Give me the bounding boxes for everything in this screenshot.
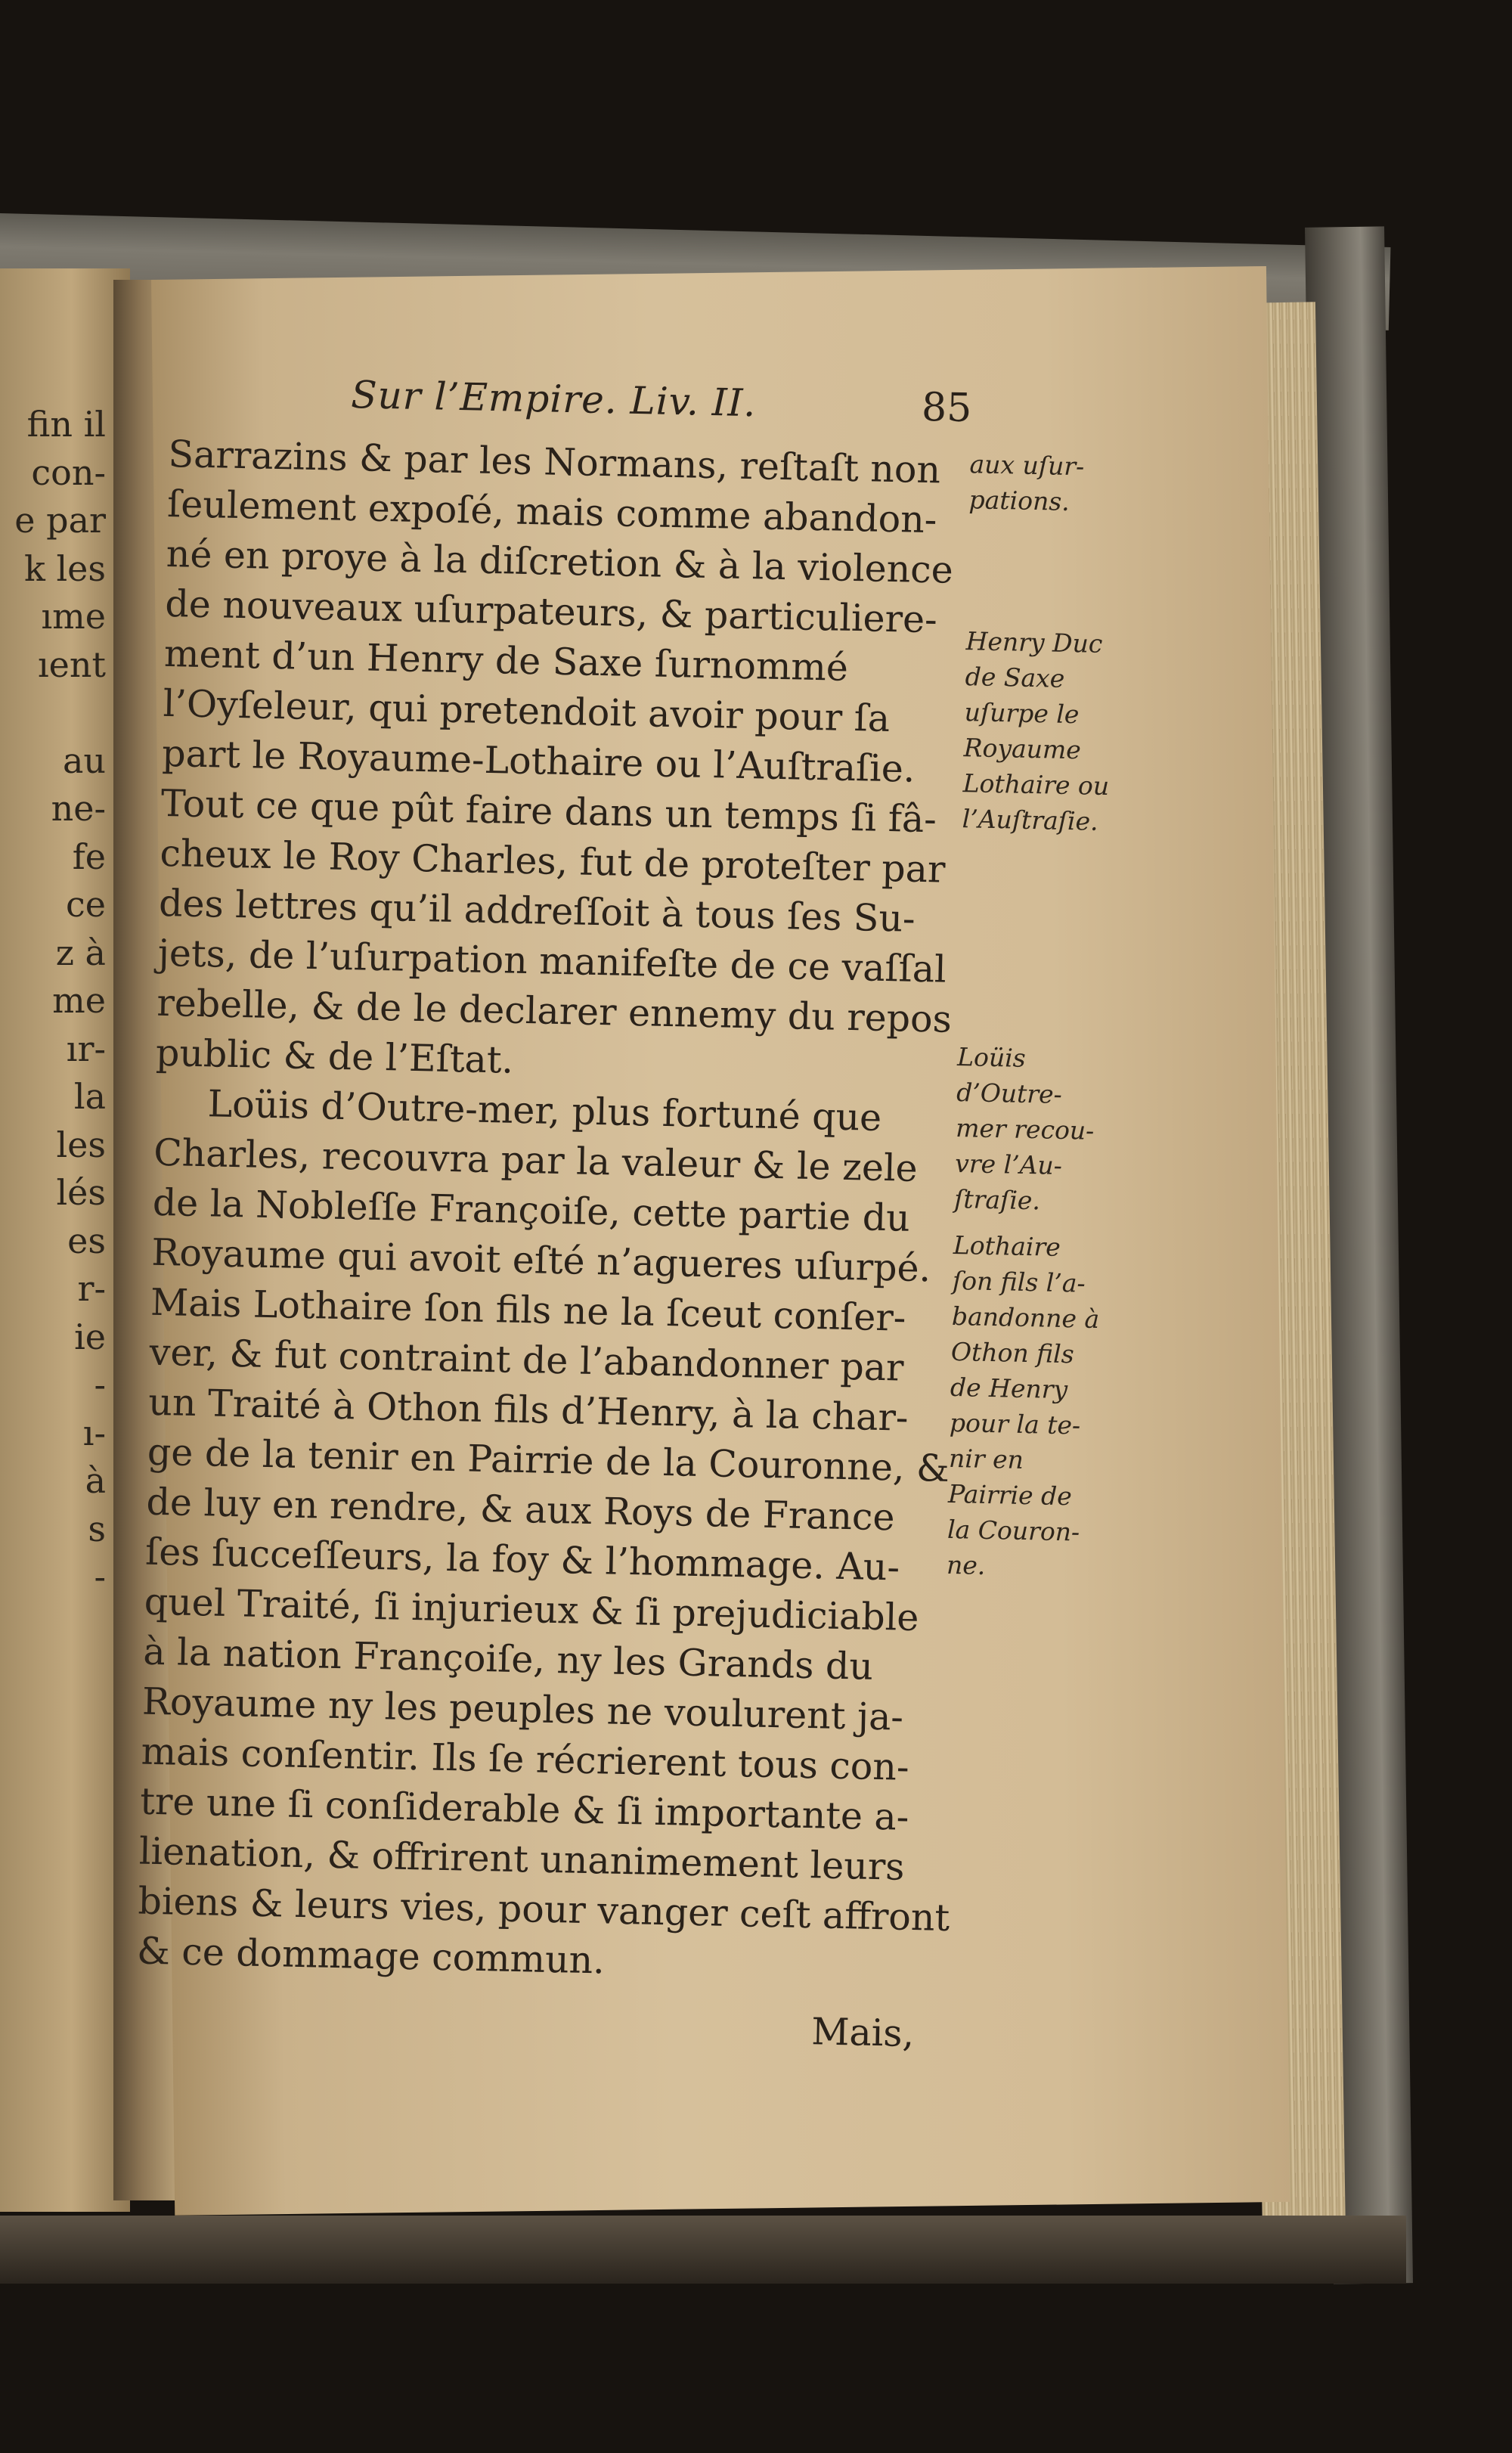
marginal-note xyxy=(947,1227,1151,1586)
text-line: de nouveaux uſurpateurs, & particuliere- xyxy=(164,581,938,642)
left-line: k les xyxy=(23,547,106,589)
left-line: - xyxy=(94,1364,106,1405)
left-line: me xyxy=(52,980,106,1021)
marginal-note xyxy=(954,1039,1154,1220)
text-line: des lettres qu’il addreſſoit à tous ſes Su- xyxy=(158,881,916,941)
catchword: Mais, xyxy=(810,2010,915,2056)
text-line: public & de l’Eſtat. xyxy=(155,1031,514,1082)
left-line: les xyxy=(56,1124,106,1165)
marginal-note-line: ſtraſie. xyxy=(953,1183,1041,1216)
marginal-note-line: pour la te- xyxy=(949,1407,1081,1440)
marginal-note-line: Othon fils xyxy=(950,1336,1075,1369)
marginal-note-line: pations. xyxy=(968,485,1070,516)
text-line: Mais Lothaire ſon fils ne la ſceut conſer- xyxy=(150,1280,906,1340)
text-line: mais conſentir. Ils ſe récrierent tous con- xyxy=(141,1729,910,1789)
left-line: ıme xyxy=(41,596,106,637)
text-line: jets, de l’uſurpation manifeſte de ce vaſſal xyxy=(157,931,947,991)
marginal-note-line: de Henry xyxy=(950,1372,1068,1405)
left-line: ce xyxy=(66,884,106,925)
marginal-notes xyxy=(946,446,1167,1597)
text-line: Loüis d’Outre-mer, plus fortuné que xyxy=(207,1082,882,1140)
left-line: con- xyxy=(31,451,106,493)
left-line: ır- xyxy=(66,1028,106,1069)
main-text-column xyxy=(135,430,954,2059)
marginal-note-line: la Couron- xyxy=(947,1514,1080,1547)
text-line: Sarrazins & par les Normans, reſtaſt non xyxy=(168,432,941,492)
left-line: ne- xyxy=(51,788,106,829)
marginal-note-line: Lothaire ou xyxy=(962,768,1110,802)
marginal-note-line: de Saxe xyxy=(965,662,1065,693)
marginal-note-line: bandonne à xyxy=(951,1301,1100,1335)
marginal-note-line: Loüis xyxy=(956,1042,1027,1073)
left-line: fe xyxy=(72,836,106,877)
left-line: s xyxy=(88,1508,106,1549)
text-line: ver, & fut contraint de l’abandonner par xyxy=(149,1330,905,1390)
marginal-note-line: nir en xyxy=(948,1443,1024,1475)
marginal-note xyxy=(968,446,1167,521)
marginal-note xyxy=(962,623,1163,840)
text-line: l’Oyſeleur, qui pretendoit avoir pour ſa xyxy=(163,681,891,741)
text-line: biens & leurs vies, pour vanger ceſt affront xyxy=(137,1879,950,1940)
text-line: ge de la tenir en Pairrie de la Couronne, & xyxy=(147,1430,950,1490)
text-line: Royaume ny les peuples ne voulurent ja- xyxy=(141,1679,904,1739)
left-line: ı- xyxy=(82,1412,106,1453)
marginal-note-line: Pairrie de xyxy=(947,1478,1073,1512)
left-line: r- xyxy=(77,1268,106,1309)
marginal-note-line: vre l’Au- xyxy=(954,1148,1063,1180)
right-page-text xyxy=(135,369,1334,2067)
page-number: 85 xyxy=(921,384,972,432)
left-page-text xyxy=(0,401,106,1602)
text-line: rebelle, & de le declarer ennemy du repos xyxy=(156,981,953,1041)
text-line: ſes ſucceſſeurs, la foy & l’hommage. Au- xyxy=(144,1530,900,1589)
marginal-note-line: Lothaire xyxy=(953,1230,1061,1262)
text-line: ment d’un Henry de Saxe ſurnommé xyxy=(163,631,849,690)
text-line: Royaume qui avoit eſté n’agueres uſurpé. xyxy=(150,1230,931,1291)
book-bottom-edge xyxy=(0,2216,1406,2284)
text-line: Charles, recouvra par la valeur & le zele xyxy=(153,1130,919,1190)
left-line xyxy=(0,689,106,737)
text-line: quel Traité, ſi injurieux & ſi prejudiciable xyxy=(144,1580,919,1640)
text-line: part le Royaume-Lothaire ou l’Auſtraſie. xyxy=(161,731,916,791)
marginal-note-line: ſon fils l’a- xyxy=(952,1265,1086,1298)
marginal-note-line: Henry Duc xyxy=(965,626,1103,659)
left-line: fin il xyxy=(26,404,106,445)
text-line: Tout ce que pût faire dans un temps ſi fâ- xyxy=(160,781,937,842)
text-line: né en proye à la diſcretion & à la violence xyxy=(166,532,954,592)
left-line: la xyxy=(73,1076,106,1117)
marginal-note-line: aux uſur- xyxy=(969,449,1085,482)
text-line: cheux le Roy Charles, fut de proteſter par xyxy=(159,831,946,892)
text-line: de luy en rendre, & aux Roys de France xyxy=(146,1480,896,1540)
text-line: lienation, & offrirent unanimement leurs xyxy=(138,1829,905,1889)
text-line: ſeulement expoſé, mais comme abandon- xyxy=(166,482,937,542)
text-line: tre une ſi conſiderable & ſi importante a- xyxy=(139,1779,909,1839)
left-line: z à xyxy=(55,932,106,973)
left-line: - xyxy=(94,1556,106,1597)
text-line: un Traité à Othon fils d’Henry, à la char- xyxy=(147,1380,909,1440)
left-line: au xyxy=(62,740,106,781)
text-line: & ce dommage commun. xyxy=(136,1929,606,1983)
marginal-note-line: Royaume xyxy=(963,733,1082,765)
left-line: lés xyxy=(56,1172,106,1213)
left-line: ie xyxy=(74,1316,106,1357)
left-line: ıent xyxy=(37,643,106,685)
text-line: à la nation Françoiſe, ny les Grands du xyxy=(142,1630,874,1689)
marginal-note-line: ne. xyxy=(946,1549,986,1580)
marginal-note-line: l’Auſtraſie. xyxy=(962,804,1098,836)
left-line: e par xyxy=(14,500,106,541)
running-head-title: Sur l’Empire. Liv. II. xyxy=(350,373,757,426)
left-line: à xyxy=(85,1460,106,1501)
text-line: de la Nobleſſe Françoiſe, cette partie du xyxy=(152,1180,911,1240)
marginal-note-line: uſurpe le xyxy=(964,697,1080,730)
marginal-note-line: mer recou- xyxy=(955,1112,1095,1146)
left-line: es xyxy=(67,1220,106,1261)
marginal-note-line: d’Outre- xyxy=(956,1077,1063,1109)
